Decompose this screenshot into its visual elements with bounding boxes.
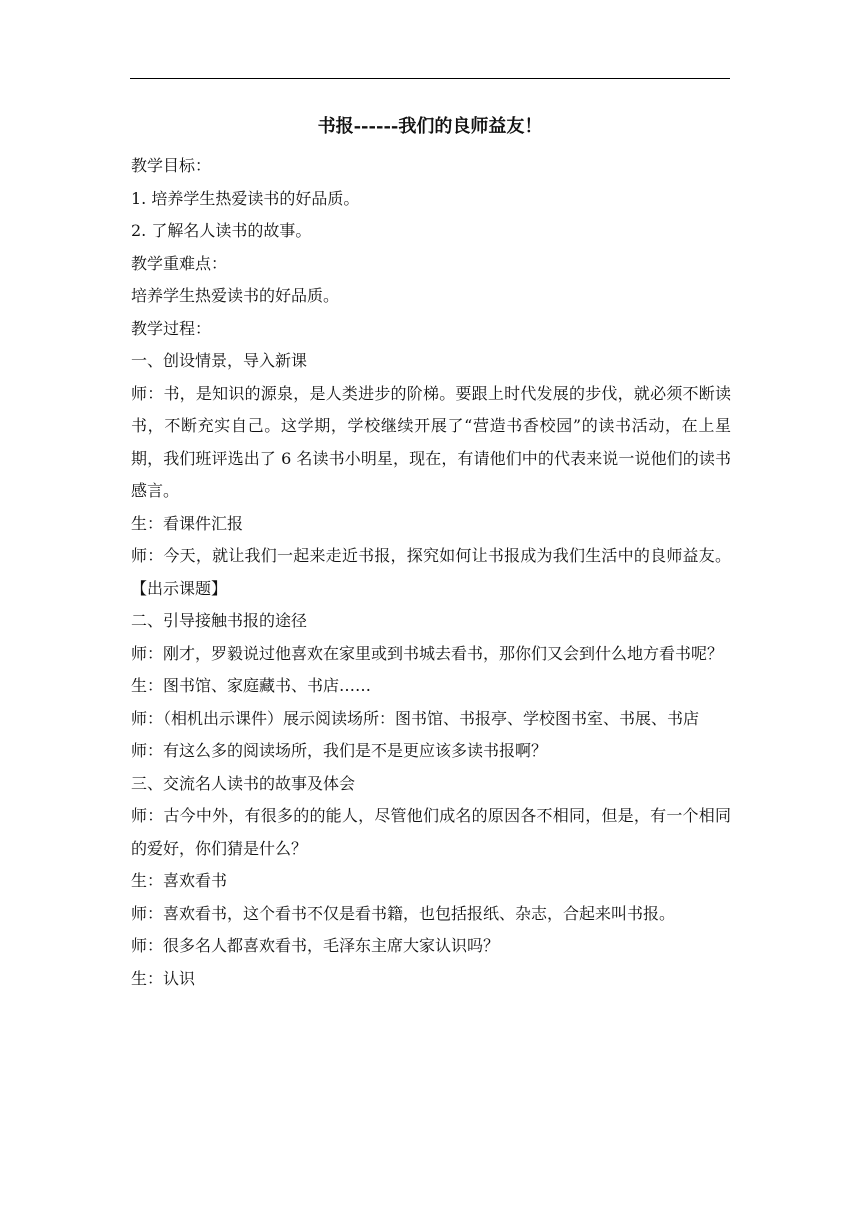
teacher-line: 师：（相机出示课件）展示阅读场所：图书馆、书报亭、学校图书室、书展、书店: [131, 708, 700, 728]
key-point-text: 培养学生热爱读书的好品质。: [131, 286, 340, 305]
section-label-process: 教学过程：: [131, 318, 212, 338]
document-body: [131, 150, 731, 995]
objective-item: 1. 培养学生热爱读书的好品质。: [131, 188, 360, 208]
section-heading: 三、交流名人读书的故事及体会: [131, 773, 356, 793]
teacher-line: 师：今天，就让我们一起来走近书报，探究如何让书报成为我们生活中的良师益友。【出示课题】: [131, 546, 731, 598]
document-title: 书报------我们的良师益友！: [317, 116, 543, 137]
student-line: 生：图书馆、家庭藏书、书店……: [131, 676, 372, 695]
teacher-line: 师：很多名人都喜欢看书，毛泽东主席大家认识吗？: [131, 936, 500, 955]
teacher-line: 师：刚才，罗毅说过他喜欢在家里或到书城去看书，那你们又会到什么地方看书呢？: [131, 643, 724, 663]
objective-item: 2. 了解名人读书的故事。: [131, 221, 312, 240]
teacher-line: 师：喜欢看书，这个看书不仅是看书籍，也包括报纸、杂志，合起来叫书报。: [131, 903, 676, 923]
section-heading: 二、引导接触书报的途径: [131, 611, 308, 630]
teacher-line: 师：书，是知识的源泉，是人类进步的阶梯。要跟上时代发展的步伐，就必须不断读书，不断充实自己。这学期，学校继续开展了“营造书香校园”的读书活动，在上星期，我们班评选出了 6 名读书小明星，现在，有请他们中的代表来说一说他们的读书感言。: [131, 383, 731, 500]
student-line: 生：认识: [131, 968, 196, 988]
header-rule: [130, 78, 730, 79]
teacher-line: 师：有这么多的阅读场所，我们是不是更应该多读书报啊？: [131, 741, 548, 760]
student-line: 生：看课件汇报: [131, 513, 244, 533]
teacher-line: 师：古今中外，有很多的的能人，尽管他们成名的原因各不相同，但是，有一个相同的爱好，你们猜是什么？: [131, 806, 731, 858]
student-line: 生：喜欢看书: [131, 871, 228, 890]
section-label-objectives: 教学目标：: [131, 156, 212, 175]
section-heading: 一、创设情景，导入新课: [131, 351, 308, 370]
section-label-key-points: 教学重难点：: [131, 253, 228, 273]
